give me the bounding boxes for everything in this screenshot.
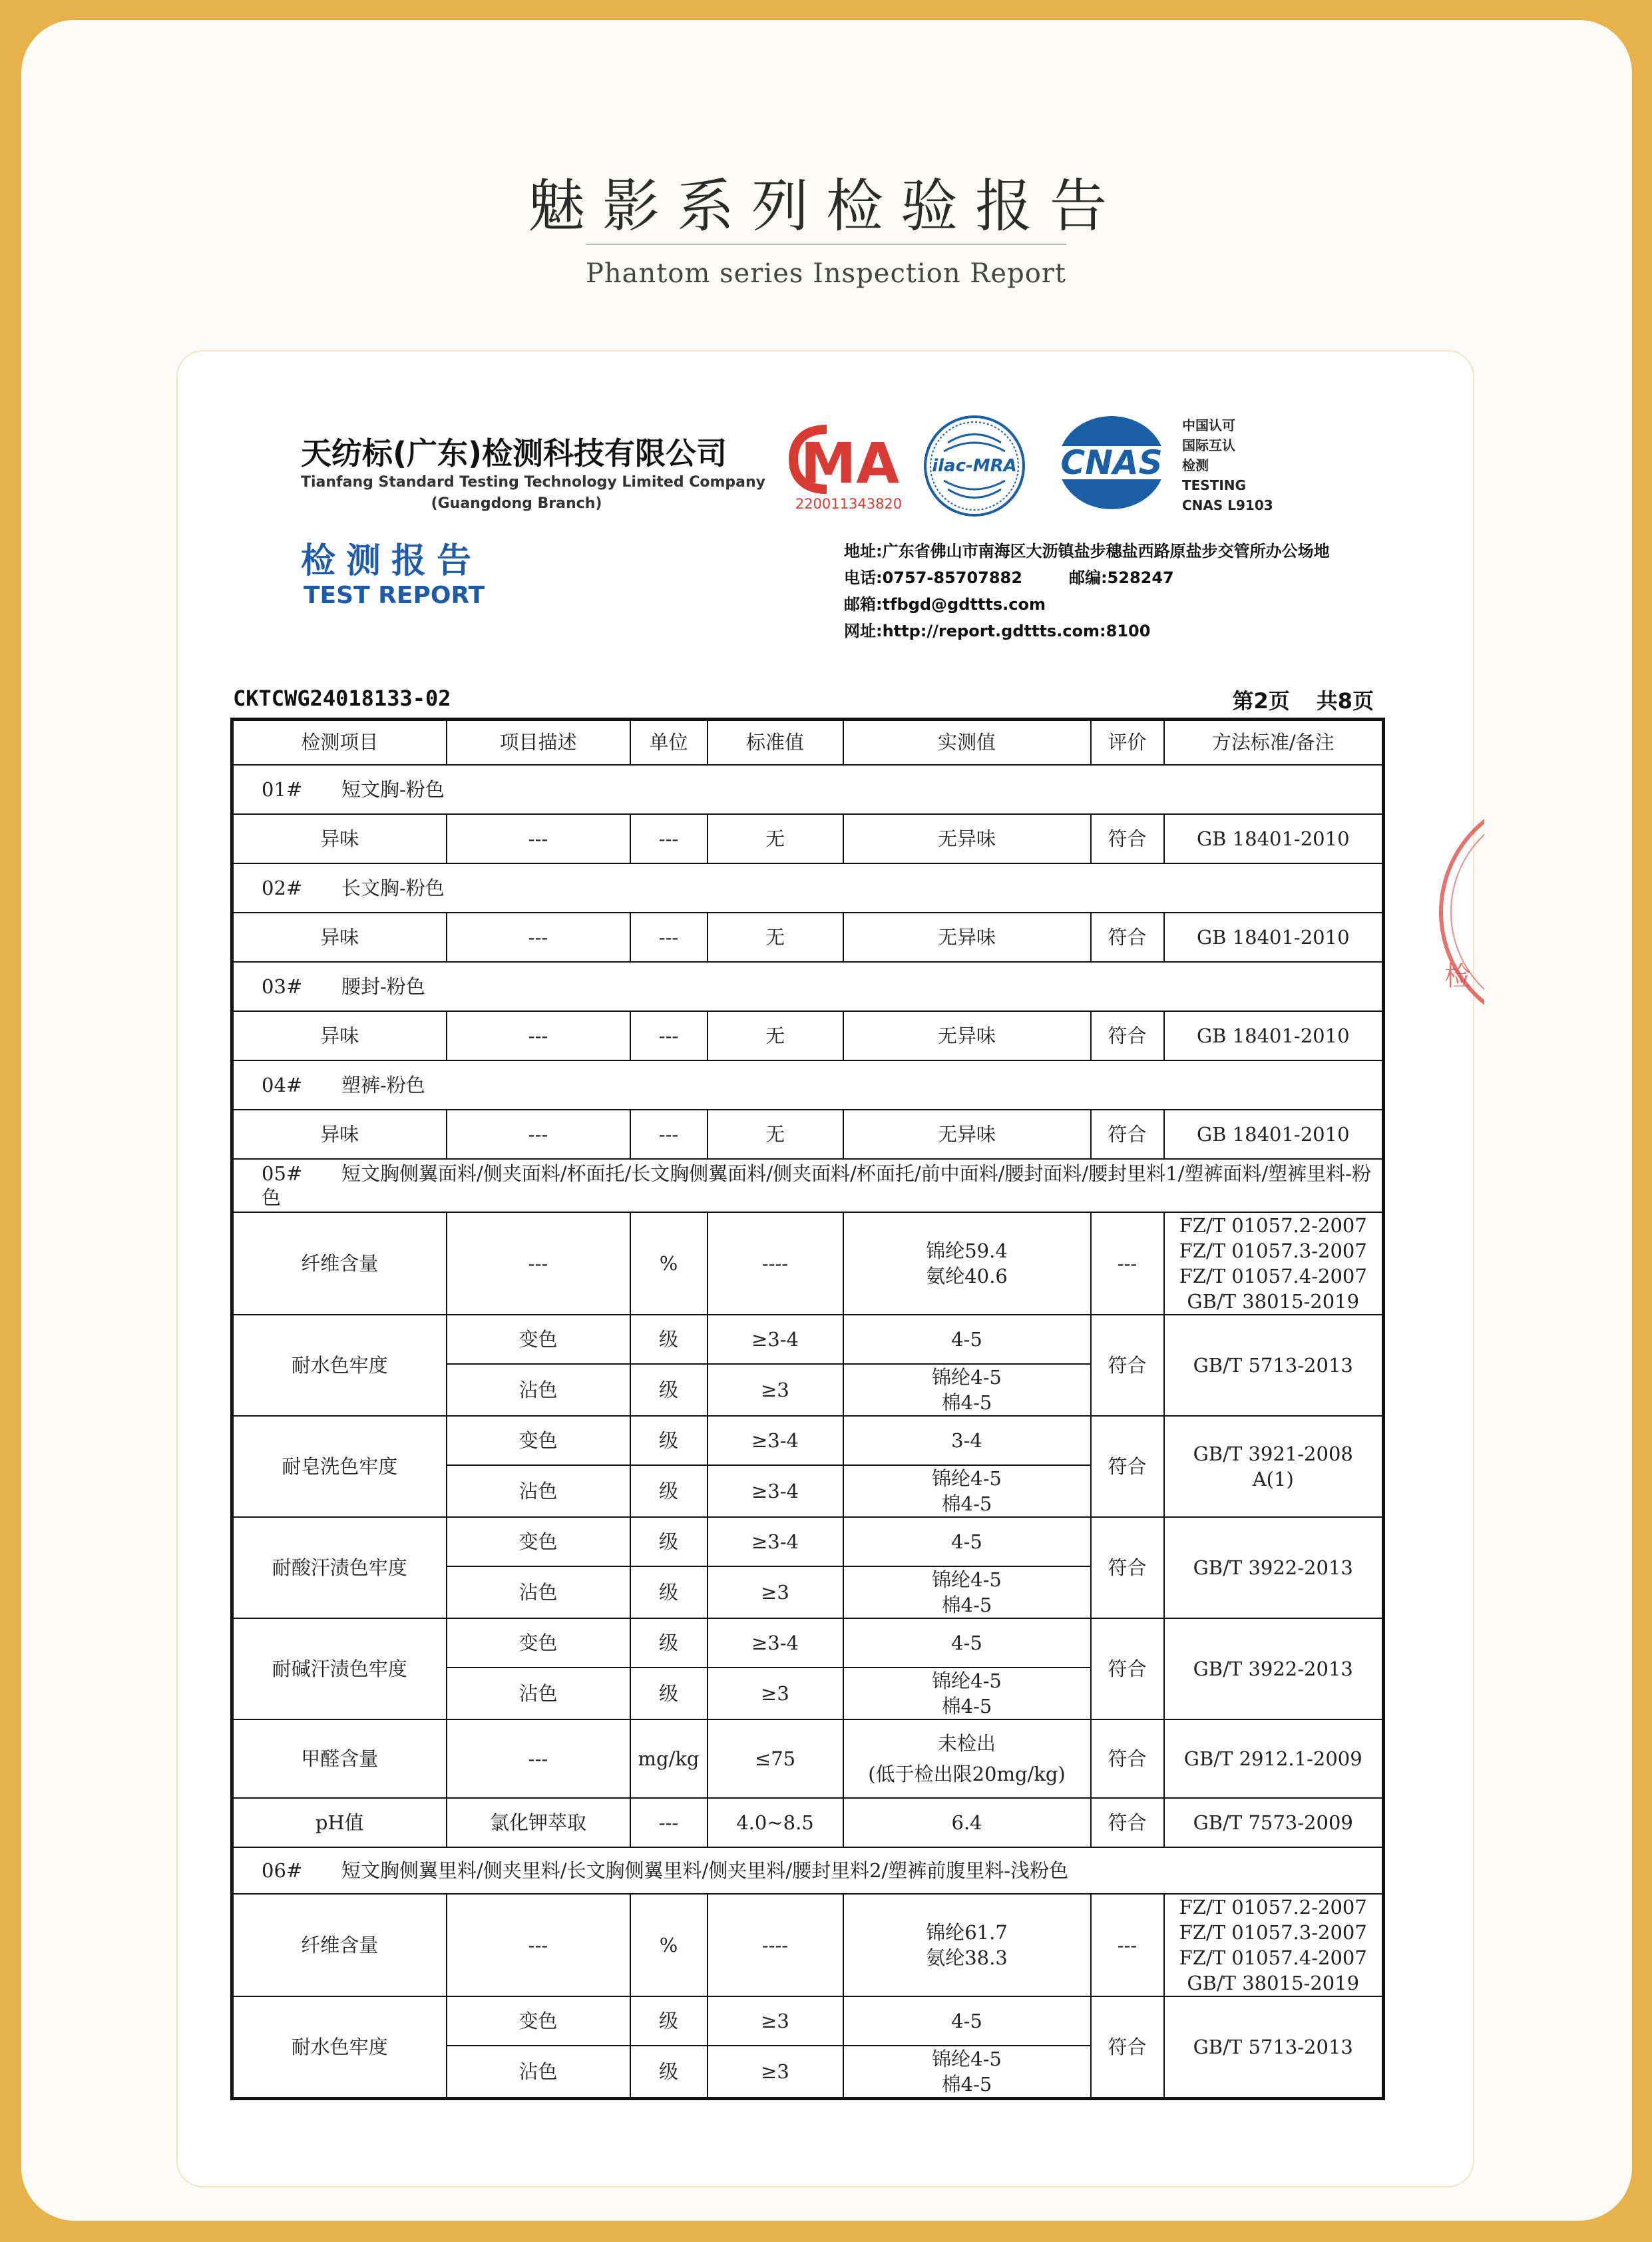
table-cell: 耐皂洗色牢度: [232, 1416, 447, 1517]
table-cell: ≥3-4: [708, 1517, 843, 1566]
website: 网址:http://report.gdttts.com:8100: [844, 622, 1151, 640]
sample-group-row: [232, 863, 1384, 913]
table-cell: GB 18401-2010: [1164, 1110, 1384, 1159]
table-cell: 符合: [1091, 1110, 1164, 1159]
table-cell: 锦纶61.7 氨纶38.3: [843, 1894, 1091, 1996]
table-cell: 变色: [447, 1517, 630, 1566]
table-cell: ≥3: [708, 2046, 843, 2099]
table-cell: ---: [630, 814, 708, 863]
report-number: CKTCWG24018133-02: [233, 686, 451, 711]
table-cell: 沾色: [447, 2046, 630, 2099]
sample-group-row: [232, 1060, 1384, 1110]
table-cell: 沾色: [447, 1668, 630, 1719]
table-cell: ≥3-4: [708, 1465, 843, 1517]
table-cell: 纤维含量: [232, 1212, 447, 1315]
table-cell: 耐碱汗渍色牢度: [232, 1618, 447, 1719]
table-cell: 沾色: [447, 1364, 630, 1416]
table-cell: FZ/T 01057.2-2007 FZ/T 01057.3-2007 FZ/T 01057.4-2007 GB/T 38015-2019: [1164, 1212, 1384, 1315]
table-cell: GB/T 5713-2013: [1164, 1996, 1384, 2099]
table-cell: ---: [1091, 1894, 1164, 1996]
table-cell: 02# 长文胸-粉色: [232, 863, 1384, 913]
table-cell: ≥3-4: [708, 1618, 843, 1668]
page-number: 第2页: [1232, 688, 1290, 714]
table-cell: %: [630, 1212, 708, 1315]
table-cell: GB/T 5713-2013: [1164, 1315, 1384, 1416]
table-cell: 异味: [232, 814, 447, 863]
page-title: 魅影系列检验报告: [528, 173, 1124, 240]
table-cell: ≥3: [708, 1566, 843, 1618]
table-cell: 4-5: [843, 1517, 1091, 1566]
table-cell: ---: [630, 1011, 708, 1060]
table-cell: 级: [630, 1465, 708, 1517]
table-cell: 无异味: [843, 814, 1091, 863]
table-row: [232, 1996, 1384, 2046]
table-cell: 级: [630, 1364, 708, 1416]
table-cell: ---: [447, 913, 630, 962]
table-cell: pH值: [232, 1798, 447, 1847]
table-cell: GB/T 3922-2013: [1164, 1517, 1384, 1618]
header-method: 方法标准/备注: [1164, 720, 1384, 765]
table-cell: 级: [630, 1996, 708, 2046]
table-cell: 级: [630, 1668, 708, 1719]
report-label-en: TEST REPORT: [304, 582, 485, 609]
table-cell: ---: [630, 913, 708, 962]
table-cell: 变色: [447, 1618, 630, 1668]
table-cell: 锦纶4-5 棉4-5: [843, 1668, 1091, 1719]
table-cell: 耐水色牢度: [232, 1315, 447, 1416]
table-cell: mg/kg: [630, 1719, 708, 1798]
table-cell: ---: [1091, 1212, 1164, 1315]
header-test-item: 检测项目: [232, 720, 447, 765]
table-cell: 无异味: [843, 913, 1091, 962]
table-cell: FZ/T 01057.2-2007 FZ/T 01057.3-2007 FZ/T 01057.4-2007 GB/T 38015-2019: [1164, 1894, 1384, 1996]
table-row: [232, 1212, 1384, 1315]
table-cell: 符合: [1091, 1996, 1164, 2099]
table-row: [232, 1894, 1384, 1996]
table-cell: 符合: [1091, 814, 1164, 863]
table-cell: 沾色: [447, 1465, 630, 1517]
table-cell: 变色: [447, 1416, 630, 1465]
cnas-logo-icon: [1045, 413, 1178, 513]
sample-group-row: [232, 962, 1384, 1011]
table-cell: 符合: [1091, 913, 1164, 962]
table-cell: 4-5: [843, 1996, 1091, 2046]
table-cell: ----: [708, 1894, 843, 1996]
table-row: [232, 1618, 1384, 1668]
table-cell: 4-5: [843, 1315, 1091, 1364]
table-cell: GB/T 2912.1-2009: [1164, 1719, 1384, 1798]
table-cell: 异味: [232, 913, 447, 962]
table-cell: 未检出 (低于检出限20mg/kg): [843, 1719, 1091, 1798]
table-cell: ---: [447, 1110, 630, 1159]
table-cell: 变色: [447, 1315, 630, 1364]
table-cell: 无异味: [843, 1011, 1091, 1060]
company-branch-en: (Guangdong Branch): [431, 495, 602, 512]
table-cell: 级: [630, 1416, 708, 1465]
header-standard: 标准值: [708, 720, 843, 765]
table-cell: ---: [447, 1719, 630, 1798]
contact-block: [844, 538, 1330, 644]
table-cell: 符合: [1091, 1315, 1164, 1416]
table-cell: 沾色: [447, 1566, 630, 1618]
stamp-text: 检: [1444, 961, 1471, 992]
header-measured: 实测值: [843, 720, 1091, 765]
table-cell: 锦纶4-5 棉4-5: [843, 1566, 1091, 1618]
cma-logo-text: MA: [800, 431, 900, 496]
title-divider: [586, 244, 1066, 245]
table-cell: ----: [708, 1212, 843, 1315]
table-cell: 级: [630, 1566, 708, 1618]
cma-number: 220011343820: [795, 496, 903, 512]
table-row: [232, 1719, 1384, 1798]
table-cell: 耐酸汗渍色牢度: [232, 1517, 447, 1618]
table-cell: GB 18401-2010: [1164, 1011, 1384, 1060]
inspection-stamp-icon: [1424, 792, 1484, 1032]
table-cell: 变色: [447, 1996, 630, 2046]
ilac-logo-text: ilac-MRA: [932, 456, 1017, 476]
table-cell: 无: [708, 913, 843, 962]
table-cell: GB 18401-2010: [1164, 814, 1384, 863]
table-cell: 符合: [1091, 1517, 1164, 1618]
report-label-cn: 检测报告: [301, 541, 483, 581]
table-cell: 04# 塑裤-粉色: [232, 1060, 1384, 1110]
table-cell: 级: [630, 2046, 708, 2099]
table-cell: ---: [630, 1798, 708, 1847]
table-cell: ≥3-4: [708, 1315, 843, 1364]
table-cell: ≥3: [708, 1364, 843, 1416]
table-cell: 级: [630, 1315, 708, 1364]
table-cell: 符合: [1091, 1719, 1164, 1798]
page-total: 共8页: [1316, 688, 1374, 714]
table-cell: 符合: [1091, 1011, 1164, 1060]
table-cell: 4-5: [843, 1618, 1091, 1668]
table-row: [232, 1798, 1384, 1847]
table-cell: 03# 腰封-粉色: [232, 962, 1384, 1011]
table-cell: ---: [447, 1011, 630, 1060]
table-cell: GB/T 7573-2009: [1164, 1798, 1384, 1847]
ilac-mra-logo-icon: [921, 406, 1028, 526]
sample-group-row: [232, 1847, 1384, 1894]
cnas-accreditation-text: 中国认可 国际互认 检测 TESTING CNAS L9103: [1182, 417, 1273, 513]
table-row: [232, 814, 1384, 863]
table-cell: ≥3-4: [708, 1416, 843, 1465]
table-cell: 锦纶4-5 棉4-5: [843, 1364, 1091, 1416]
table-cell: 06# 短文胸侧翼里料/侧夹里料/长文胸侧翼里料/侧夹里料/腰封里料2/塑裤前腹里料-浅粉色: [232, 1847, 1384, 1894]
table-cell: ≥3: [708, 1668, 843, 1719]
table-cell: ---: [447, 1894, 630, 1996]
table-cell: GB/T 3922-2013: [1164, 1618, 1384, 1719]
table-row: [232, 1110, 1384, 1159]
table-cell: 符合: [1091, 1798, 1164, 1847]
table-cell: 符合: [1091, 1618, 1164, 1719]
table-cell: 锦纶4-5 棉4-5: [843, 2046, 1091, 2099]
table-cell: 氯化钾萃取: [447, 1798, 630, 1847]
table-row: [232, 1517, 1384, 1566]
table-cell: 级: [630, 1517, 708, 1566]
table-cell: 无: [708, 814, 843, 863]
company-name-en: Tianfang Standard Testing Technology Limited Company: [301, 474, 766, 491]
table-cell: 符合: [1091, 1416, 1164, 1517]
table-row: [232, 1315, 1384, 1364]
table-cell: %: [630, 1894, 708, 1996]
table-cell: 纤维含量: [232, 1894, 447, 1996]
table-cell: 异味: [232, 1110, 447, 1159]
email: 邮箱:tfbgd@gdttts.com: [844, 595, 1046, 614]
table-cell: 级: [630, 1618, 708, 1668]
company-name-cn: 天纺标(广东)检测科技有限公司: [301, 435, 727, 471]
table-cell: 耐水色牢度: [232, 1996, 447, 2099]
table-cell: 甲醛含量: [232, 1719, 447, 1798]
table-row: [232, 913, 1384, 962]
page-subtitle: Phantom series Inspection Report: [586, 258, 1066, 289]
header-evaluation: 评价: [1091, 720, 1164, 765]
header-description: 项目描述: [447, 720, 630, 765]
table-cell: GB/T 3921-2008 A(1): [1164, 1416, 1384, 1517]
table-cell: 锦纶4-5 棉4-5: [843, 1465, 1091, 1517]
table-cell: GB 18401-2010: [1164, 913, 1384, 962]
table-row: [232, 1011, 1384, 1060]
table-cell: 无异味: [843, 1110, 1091, 1159]
table-cell: ---: [447, 814, 630, 863]
table-cell: ---: [630, 1110, 708, 1159]
sample-group-row: [232, 1159, 1384, 1212]
table-header-row: [232, 720, 1384, 765]
table-cell: ---: [447, 1212, 630, 1315]
header-unit: 单位: [630, 720, 708, 765]
address: 地址:广东省佛山市南海区大沥镇盐步穗盐西路原盐步交管所办公场地: [844, 542, 1330, 560]
cnas-logo-text: CNAS: [1060, 443, 1163, 482]
table-cell: 3-4: [843, 1416, 1091, 1465]
table-cell: 无: [708, 1110, 843, 1159]
sample-group-row: [232, 765, 1384, 814]
table-cell: 01# 短文胸-粉色: [232, 765, 1384, 814]
table-cell: 无: [708, 1011, 843, 1060]
table-cell: ≥3: [708, 1996, 843, 2046]
table-cell: ≤75: [708, 1719, 843, 1798]
table-cell: 4.0~8.5: [708, 1798, 843, 1847]
table-cell: 异味: [232, 1011, 447, 1060]
phone: 电话:0757-85707882: [844, 568, 1022, 587]
postcode: 邮编:528247: [1068, 568, 1174, 587]
table-cell: 锦纶59.4 氨纶40.6: [843, 1212, 1091, 1315]
test-results-table: [230, 718, 1385, 2100]
table-row: [232, 1416, 1384, 1465]
table-cell: 05# 短文胸侧翼面料/侧夹面料/杯面托/长文胸侧翼面料/侧夹面料/杯面托/前中面料/腰封面料/腰封里料1/塑裤面料/塑裤里料-粉色: [232, 1159, 1384, 1212]
page-indicator: [1232, 684, 1374, 715]
table-cell: 6.4: [843, 1798, 1091, 1847]
